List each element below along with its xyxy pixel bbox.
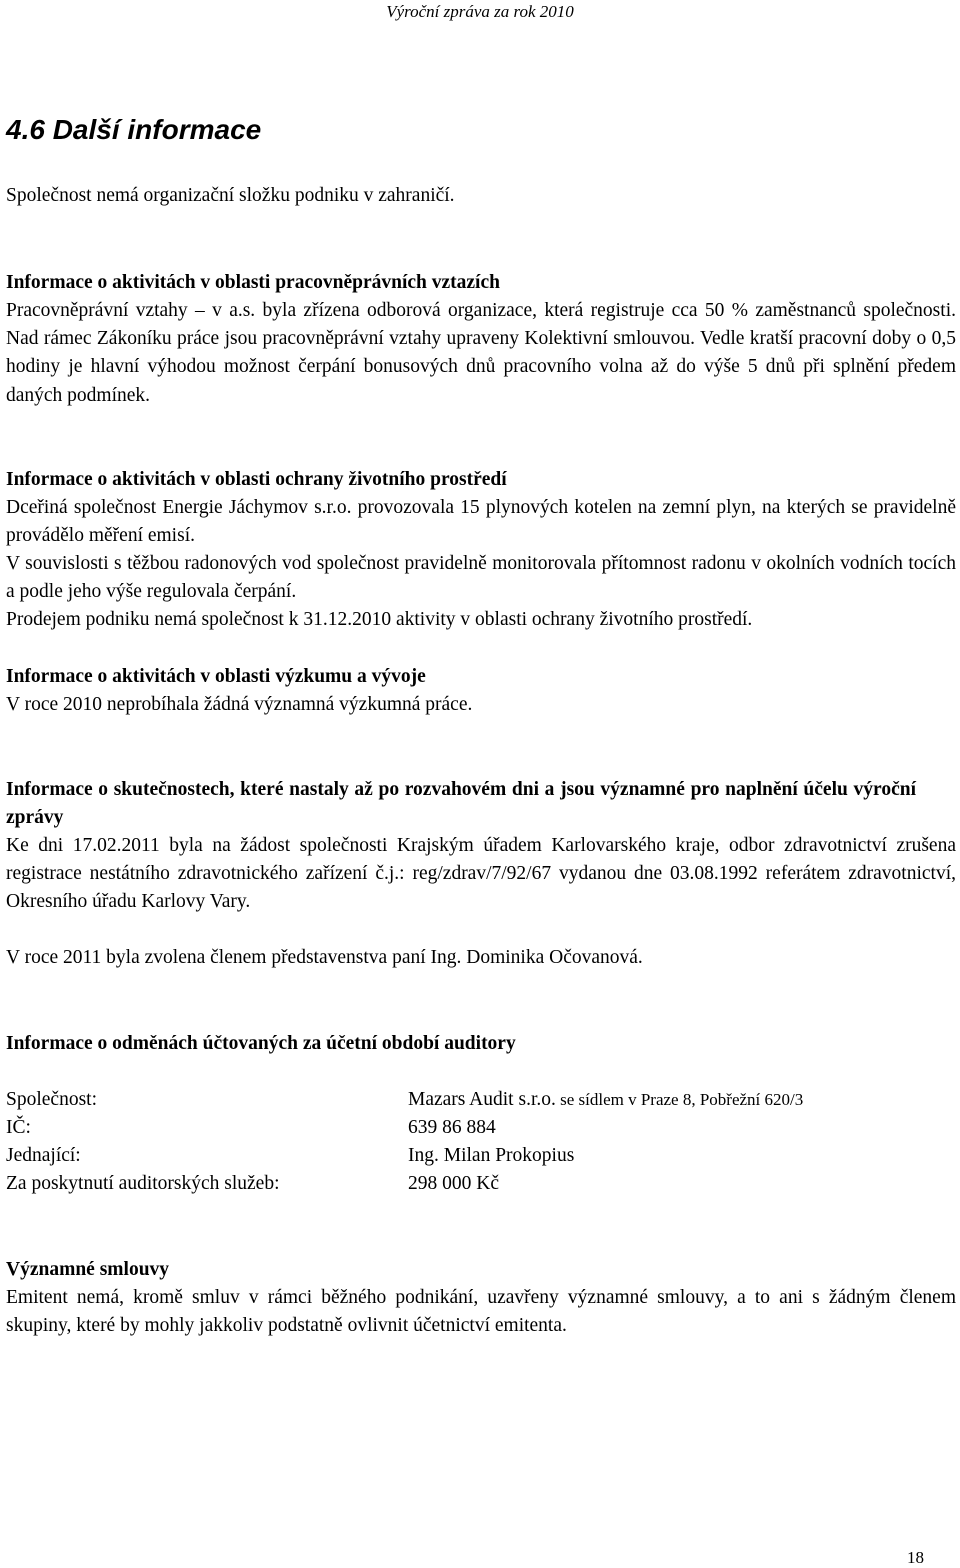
page-number: 18: [907, 1548, 924, 1567]
audit-heading: Informace o odměnách účtovaných za účetní období auditory: [6, 1033, 516, 1054]
running-header: Výroční zpráva za rok 2010: [386, 2, 574, 21]
audit-value-main: Mazars Audit s.r.o.: [408, 1089, 556, 1110]
facts-paragraph-2: V roce 2011 byla zvolena členem představenstva paní Ing. Dominika Očovanová.: [6, 947, 643, 968]
audit-label: Jednající:: [6, 1145, 81, 1166]
research-heading: Informace o aktivitách v oblasti výzkumu a vývoje: [6, 666, 426, 687]
research-paragraph: V roce 2010 neprobíhala žádná významná výzkumná práce.: [6, 694, 473, 715]
facts-paragraph-1: Ke dni 17.02.2011 byla na žádost společnosti Krajským úřadem Karlovarského kraje, odbor zdravotnictví zrušena registrace nestátního zdravotnického zařízení č.j.: reg/zdrav/7/92/67 vydanou dne 03.08.1992 referátem zdravotnictví, Okresního úřadu Karlovy Vary.: [6, 835, 956, 913]
labor-heading: Informace o aktivitách v oblasti pracovněprávních vztazích: [6, 272, 500, 293]
labor-paragraph: Pracovněprávní vztahy – v a.s. byla zřízena odborová organizace, která registruje cca 50 % zaměstnanců společnosti. Nad rámec Zákoníku práce jsou pracovněprávní vztahy upraveny Kolektivní smlouvou. Vedle kratší pracovní doby o 0,5 hodiny je hlavní výhodou možnost čerpání bonusových dnů pracovního volna až do výše 5 dnů při splnění předem daných podmínek.: [6, 300, 956, 406]
section-title: 4.6 Další informace: [6, 114, 262, 145]
audit-value: 298 000 Kč: [408, 1173, 499, 1194]
audit-label: IČ:: [6, 1117, 31, 1138]
audit-row-fee: [6, 1170, 956, 1198]
environment-heading: Informace o aktivitách v oblasti ochrany životního prostředí: [6, 469, 507, 490]
facts-heading: Informace o skutečnostech, které nastaly až po rozvahovém dni a jsou významné pro naplnění účelu výroční zprávy: [6, 779, 916, 829]
audit-row-company: [6, 1086, 956, 1114]
environment-paragraph-2: V souvislosti s těžbou radonových vod společnost pravidelně monitorovala přítomnost radonu v okolních vodních tocích a podle jeho výše regulovala čerpání.: [6, 553, 956, 603]
audit-value-address: se sídlem v Praze 8, Pobřežní 620/3: [555, 1090, 804, 1109]
audit-label: Za poskytnutí auditorských služeb:: [6, 1173, 280, 1194]
contracts-paragraph: Emitent nemá, kromě smluv v rámci běžného podnikání, uzavřeny významné smlouvy, a to ani s žádným členem skupiny, které by mohly jakkoliv podstatně ovlivnit účetnictví emitenta.: [6, 1287, 956, 1337]
audit-value: Ing. Milan Prokopius: [408, 1145, 575, 1166]
intro-paragraph: Společnost nemá organizační složku podniku v zahraničí.: [6, 185, 455, 206]
audit-value: 639 86 884: [408, 1117, 496, 1138]
environment-paragraph-3: Prodejem podniku nemá společnost k 31.12.2010 aktivity v oblasti ochrany životního prostředí.: [6, 609, 753, 630]
audit-row-representative: [6, 1142, 956, 1170]
audit-value: [408, 1086, 803, 1114]
contracts-heading: Významné smlouvy: [6, 1259, 170, 1280]
audit-label: Společnost:: [6, 1089, 97, 1110]
audit-row-ic: [6, 1114, 956, 1142]
environment-paragraph-1: Dceřiná společnost Energie Jáchymov s.r.o. provozovala 15 plynových kotelen na zemní plyn, na kterých se pravidelně provádělo měření emisí.: [6, 497, 956, 547]
